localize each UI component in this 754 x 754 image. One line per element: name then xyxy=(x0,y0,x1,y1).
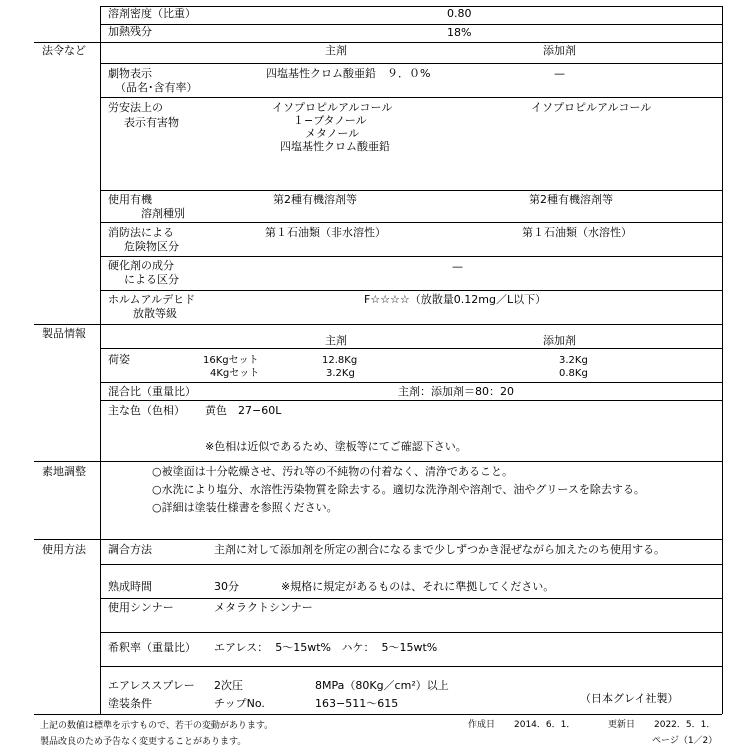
poison-additive: — xyxy=(554,67,565,80)
substrate-line-3: ○詳細は塗装仕様書を参照ください。 xyxy=(152,501,338,514)
section-product: 製品情報 xyxy=(42,327,86,340)
airless-secondary-label: 2次圧 xyxy=(214,679,243,692)
labor-main-2: １−ブタノール xyxy=(293,114,367,127)
prep-label: 調合方法 xyxy=(108,543,152,556)
labor-label: 労安法上の xyxy=(108,101,163,114)
pack-set-16kg: 16Kgセット xyxy=(203,355,259,366)
labor-main-1: イソプロピルアルコール xyxy=(272,101,393,114)
mix-label: 混合比（重量比） xyxy=(108,385,196,398)
solvent-label: 使用有機 xyxy=(108,193,152,206)
density-value: 0.80 xyxy=(447,7,472,20)
rule xyxy=(100,24,722,25)
hardener-label-sub: による区分 xyxy=(124,273,179,286)
pack-set-16kg-additive: 3.2Kg xyxy=(559,355,588,366)
density-label: 溶剤密度（比重） xyxy=(108,7,196,20)
rule xyxy=(100,666,722,667)
section-laws: 法令など xyxy=(42,44,86,57)
dilution-value: エアレス： 5〜15wt% ハケ： 5〜15wt% xyxy=(214,641,438,654)
aging-note: ※規格に規定があるものは、それに準拠してください。 xyxy=(281,580,555,593)
labor-main-3: メタノール xyxy=(305,127,360,140)
product-col-additive: 添加剤 xyxy=(543,334,576,347)
created-date: 2014．6．1． xyxy=(514,720,576,730)
hardener-label: 硬化剤の成分 xyxy=(108,259,174,272)
created-label: 作成日 xyxy=(468,720,496,730)
rule xyxy=(100,222,722,223)
tip-label: チップNo. xyxy=(214,697,265,710)
dilution-label: 希釈率（重量比） xyxy=(108,641,196,654)
formaldehyde-label: ホルムアルデヒド xyxy=(108,293,196,306)
substrate-line-1: ○被塗面は十分乾燥させ、汚れ等の不純物の付着なく、清浄であること。 xyxy=(152,465,514,478)
color-value: 黄色 27−60L xyxy=(205,404,282,417)
solvent-additive: 第2種有機溶剤等 xyxy=(529,193,613,206)
rule xyxy=(100,632,722,633)
color-label: 主な色（色相） xyxy=(108,404,185,417)
footer-note-1: 上記の数値は標準を示すもので、若干の変動があります。 xyxy=(40,721,274,731)
updated-date: 2022．5．1． xyxy=(654,720,716,730)
mix-value: 主剤：添加剤＝80：20 xyxy=(398,385,514,398)
thinner-label: 使用シンナー xyxy=(108,601,174,614)
page-number: ページ（1／2） xyxy=(652,736,718,746)
substrate-line-2: ○水洗により塩分、水溶性汚染物質を除去する。適切な洗浄剤や溶剤で、油やグリースを除去する。 xyxy=(152,483,645,496)
rule xyxy=(100,564,722,565)
rule xyxy=(34,461,722,462)
labor-label-sub: 表示有害物 xyxy=(124,116,179,129)
column-divider xyxy=(100,6,101,714)
laws-col-additive: 添加剤 xyxy=(543,44,576,57)
pack-set-4kg: 4Kgセット xyxy=(210,368,260,379)
laws-col-main: 主剤 xyxy=(325,44,347,57)
solvent-main: 第2種有機溶剤等 xyxy=(273,193,357,206)
footer-note-2: 製品改良のため予告なく変更することがあります。 xyxy=(40,737,247,747)
fire-main: 第１石油類（非水溶性） xyxy=(265,226,386,239)
section-usage: 使用方法 xyxy=(42,543,86,556)
rule xyxy=(100,97,722,98)
rule xyxy=(100,400,722,401)
tip-value: 163−511〜615 xyxy=(315,697,399,710)
column-divider xyxy=(722,6,723,714)
thinner-value: メタラクトシンナー xyxy=(214,601,313,614)
rule xyxy=(34,539,722,540)
fire-label: 消防法による xyxy=(108,226,174,239)
labor-additive: イソプロピルアルコール xyxy=(531,101,652,114)
airless-pressure: 8MPa（80Kg／cm²）以上 xyxy=(315,679,449,692)
fire-additive: 第１石油類（水溶性） xyxy=(522,226,632,239)
formaldehyde-label-sub: 放散等級 xyxy=(133,307,177,320)
labor-main-4: 四塩基性クロム酸亜鉛 xyxy=(280,140,390,153)
rule xyxy=(100,63,722,64)
rule xyxy=(34,42,722,43)
rule xyxy=(100,190,722,191)
fire-label-sub: 危険物区分 xyxy=(124,240,179,253)
product-col-main: 主剤 xyxy=(325,334,347,347)
conditions-label: 塗装条件 xyxy=(108,697,152,710)
pack-set-4kg-main: 3.2Kg xyxy=(326,368,355,379)
rule xyxy=(34,324,722,325)
poison-label: 劇物表示 xyxy=(108,67,152,80)
poison-label-sub: （品名･含有率） xyxy=(115,81,198,94)
color-note: ※色相は近似であるため、塗板等にてご確認下さい。 xyxy=(205,440,467,453)
rule xyxy=(34,714,722,715)
solvent-label-sub: 溶剤種別 xyxy=(141,207,185,220)
hardener-value: — xyxy=(452,260,463,273)
rule xyxy=(100,598,722,599)
rule xyxy=(100,348,722,349)
residue-label: 加熱残分 xyxy=(108,25,152,38)
aging-value: 30分 xyxy=(214,580,239,593)
rule xyxy=(100,382,722,383)
pack-set-16kg-main: 12.8Kg xyxy=(322,355,358,366)
pack-label: 荷姿 xyxy=(108,353,130,366)
updated-label: 更新日 xyxy=(608,720,636,730)
rule xyxy=(100,290,722,291)
airless-label: エアレススプレー xyxy=(108,679,195,692)
aging-label: 熟成時間 xyxy=(108,580,152,593)
formaldehyde-value: F☆☆☆☆（放散量0.12mg／L以下） xyxy=(364,293,547,306)
residue-value: 18% xyxy=(447,26,472,39)
pack-set-4kg-additive: 0.8Kg xyxy=(559,368,588,379)
company-note: （日本グレイ社製） xyxy=(580,692,679,705)
rule xyxy=(100,256,722,257)
poison-main: 四塩基性クロム酸亜鉛 ９．０% xyxy=(266,67,431,80)
prep-value: 主剤に対して添加剤を所定の割合になるまで少しずつかき混ぜながら加えたのち使用する。 xyxy=(214,543,665,556)
section-substrate: 素地調整 xyxy=(42,465,86,478)
